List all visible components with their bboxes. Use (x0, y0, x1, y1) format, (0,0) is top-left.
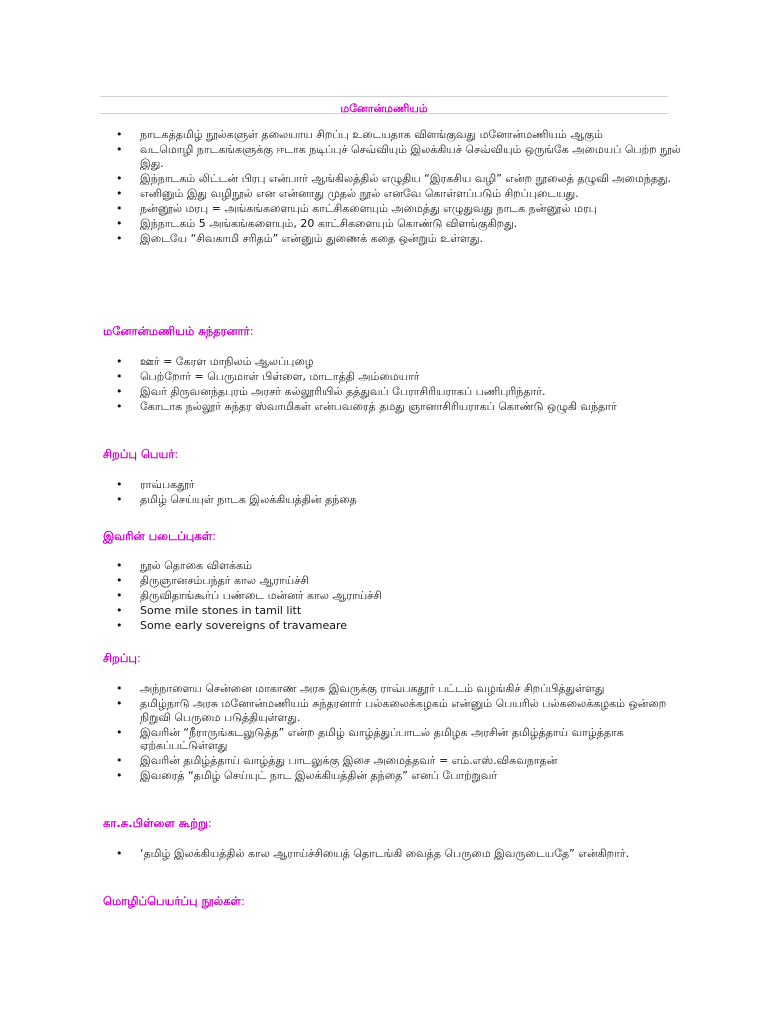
title-bar (100, 96, 668, 114)
list-item: • எனினும் இது வழிநூல் என என்னாது முதல் நூல் எனவே கொள்ளப்படும் சிறப்புடையது. (103, 187, 683, 201)
section-heading-sundaranar: மனோன்மணியம் சுந்தரனார்: (103, 324, 254, 338)
list-item: • இந்நாடகம் 5 அங்கங்களையும், 20 காட்சிகளையும் கொண்டு விளங்குகிறது. (103, 217, 683, 231)
list-item: • Some early sovereigns of travameare (103, 619, 683, 633)
list-item: • Some mile stones in tamil litt (103, 604, 683, 618)
list-item: • அந்நாளைய சென்னை மாகாண அரசு இவருக்கு ராவ்பகதூர் பட்டம் வழங்கிச் சிறப்பித்துள்ளது (103, 682, 683, 696)
list-item: • ‘தமிழ் இலக்கியத்தில் கால ஆராய்ச்சியைத் தொடங்கி வைத்த பெருமை இவருடையதே” என்கிறார். (103, 847, 683, 861)
special-name-list (103, 478, 683, 508)
list-item: • திருவிதாங்கூர்ப் பண்டை மன்னர் கால ஆராய்ச்சி (103, 589, 683, 603)
sundaranar-list (103, 355, 683, 415)
list-item: • கோடாக நல்லூர் சுந்தர ஸ்வாமிகள் என்பவரைத் தமது ஞானாசிரியராகப் கொண்டு ஒழுகி வந்தார் (103, 400, 683, 414)
list-item: • வடமொழி நாடகங்களுக்கு ஈடாக நடிப்புச் செவ்வியும் இலக்கியச் செவ்வியும் ஒருங்கே அமையப் பெற்ற நூல் இது. (103, 143, 683, 170)
list-item: • இவரைத் “தமிழ் செய்யுட் நாட இலக்கியத்தின் தந்தை” எனப் போற்றுவர் (103, 769, 683, 783)
list-item: • இவர் திருவனந்தபுரம் அரசர் கல்லூரியில் தத்துவப் பேராசிரியராகப் பணிபுரிந்தார். (103, 385, 683, 399)
list-item: • நன்னூல் மரபு = அங்கங்களையும் காட்சிகளையும் அமைத்து எழுதுவது நாடக நன்னூல் மரபு (103, 202, 683, 216)
page-title: மனோன்மணியம் (340, 102, 428, 115)
list-item: • தமிழ் செய்யுள் நாடக இலக்கியத்தின் தந்தை (103, 493, 683, 507)
list-item: • திருஞானசம்பந்தர் கால ஆராய்ச்சி (103, 574, 683, 588)
section-heading-specialty: சிறப்பு: (103, 651, 141, 665)
list-item: • இடையே “சிவகாமி சரிதம்” என்னும் துணைக் கதை ஒன்றும் உள்ளது. (103, 232, 683, 246)
list-item: • தமிழ்நாடு அரசு மனோன்மணியம் சுந்தரனார் பல்கலைக்கழகம் என்னும் பெயரில் பல்கலைக்கழகம் ஒன்றை நிறுவி பெருமை படுத்தியுள்ளது. (103, 697, 683, 724)
list-item: • இவரின் “நீராருங்கடலுடுத்த” என்ற தமிழ் வாழ்த்துப்பாடல் தமிழக அரசின் தமிழ்த்தாய் வாழ்த்தாக ஏற்கப்பட்டுள்ளது (103, 726, 683, 753)
list-item: • பெற்றோர் = பெருமாள் பிள்ளை, மாடாத்தி அம்மையார் (103, 370, 683, 384)
list-item: • இவரின் தமிழ்த்தாய் வாழ்த்து பாடலுக்கு இசை அமைத்தவர் = எம்.எஸ்.விசுவநாதன் (103, 754, 683, 768)
list-item: • நூல் தொகை விளக்கம் (103, 559, 683, 573)
section-heading-special-name: சிறப்பு பெயர்: (103, 447, 179, 461)
intro-list (103, 128, 683, 247)
section-heading-translations: மொழிப்பெயர்ப்பு நூல்கள்: (103, 894, 245, 908)
works-list (103, 559, 683, 634)
specialty-list (103, 682, 683, 784)
list-item: • ராவ்பகதூர் (103, 478, 683, 492)
section-heading-ka-su-pillai: கா.சு.பிள்ளை கூற்று: (103, 816, 212, 830)
list-item: • ஊர் = கேரள மாநிலம் ஆலப்புழை (103, 355, 683, 369)
ka-su-pillai-list (103, 847, 683, 862)
list-item: • நாடகத்தமிழ் நூல்களுள் தலையாய சிறப்பு உடையதாக விளங்குவது மனோன்மணியம் ஆகும் (103, 128, 683, 142)
section-heading-works: இவரின் படைப்புகள்: (103, 529, 216, 543)
list-item: • இந்நாடகம் லிட்டன் பிரபு என்பார் ஆங்கிலத்தில் எழுதிய “இரகசிய வழி” என்ற நூலைத் தழுவி அமைந்தது. (103, 172, 683, 186)
